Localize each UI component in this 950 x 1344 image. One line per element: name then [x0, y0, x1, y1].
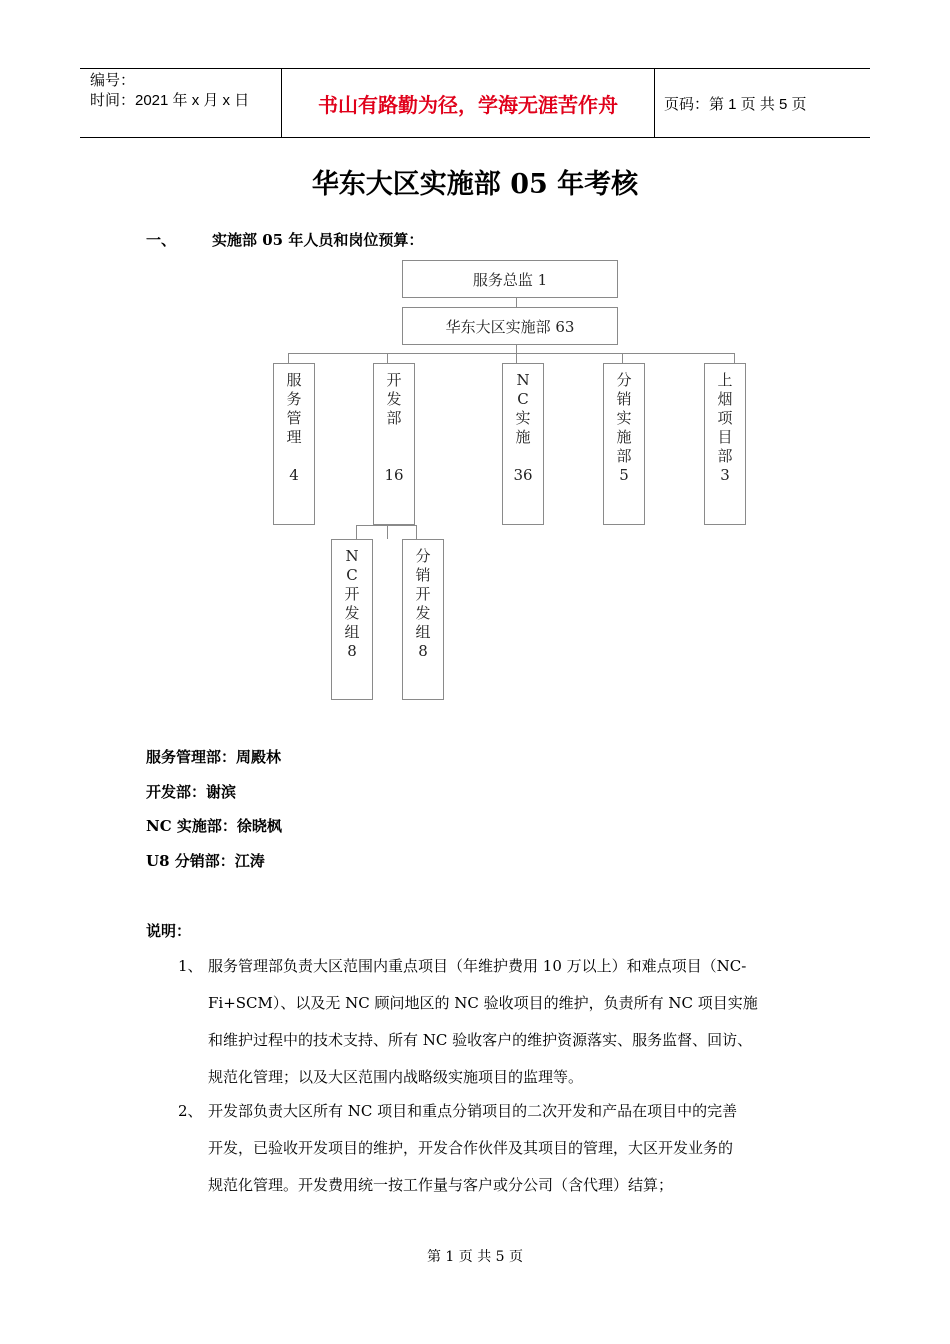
connector-line: [387, 353, 388, 363]
header-page-info: 页码：第 1 页 共 5 页: [664, 96, 807, 113]
head-line: U8 分销部：江涛: [146, 851, 265, 870]
org-box-second: 华东大区实施部 63: [402, 307, 618, 345]
note-number: 1、: [178, 957, 203, 975]
page-header: [80, 68, 870, 138]
connector-line: [356, 525, 357, 539]
section-heading: [146, 229, 423, 250]
connector-line: [387, 525, 388, 539]
org-box-subgroup: N C 开 发 组 8: [331, 539, 373, 700]
head-line: 开发部：谢滨: [146, 782, 237, 801]
notes-title: 说明：: [146, 922, 192, 940]
org-box-dept: 服 务 管 理 4: [273, 363, 315, 525]
org-box-dept: 上 烟 项 目 部 3: [704, 363, 746, 525]
note-line: 开发部负责大区所有 NC 项目和重点分销项目的二次开发和产品在项目中的完善: [208, 1102, 738, 1120]
org-box-dept: 分 销 实 施 部 5: [603, 363, 645, 525]
section-number: 一、: [146, 231, 177, 249]
page-footer: 第 1 页 共 5 页: [426, 1249, 524, 1265]
number-label: 编号：: [90, 72, 136, 89]
connector-line: [622, 353, 623, 363]
header-motto: 书山有路勤为径，学海无涯苦作舟: [318, 92, 618, 117]
connector-line: [734, 353, 735, 363]
page-title: 华东大区实施部 05 年考核: [311, 169, 639, 200]
header-divider: [654, 69, 655, 137]
connector-line: [288, 353, 289, 363]
note-line: 规范化管理；以及大区范围内战略级实施项目的监理等。: [208, 1068, 584, 1086]
connector-line: [416, 525, 417, 539]
head-line: NC 实施部：徐晓枫: [146, 817, 282, 835]
org-box-top: 服务总监 1: [402, 260, 618, 298]
connector-line: [288, 353, 735, 354]
note-line: 和维护过程中的技术支持、所有 NC 验收客户的维护资源落实、服务监督、回访、: [208, 1031, 753, 1049]
department-heads: [146, 745, 282, 883]
org-box-subgroup: 分 销 开 发 组 8: [402, 539, 444, 700]
note-number: 2、: [178, 1102, 203, 1120]
org-box-dept: 开 发 部 16: [373, 363, 415, 525]
header-meta: [90, 71, 249, 111]
note-paragraph: [178, 1093, 828, 1204]
time-label: 时间：2021 年 x 月 x 日: [90, 92, 250, 109]
connector-line: [356, 525, 416, 526]
note-line: 规范化管理。开发费用统一按工作量与客户或分公司（含代理）结算；: [208, 1176, 674, 1194]
head-line: 服务管理部：周殿林: [146, 748, 282, 766]
section-text: 实施部 05 年人员和岗位预算：: [212, 231, 424, 249]
note-line: 开发，已验收开发项目的维护，开发合作伙伴及其项目的管理，大区开发业务的: [208, 1139, 734, 1157]
note-line: 服务管理部负责大区范围内重点项目（年维护费用 10 万以上）和难点项目（NC-: [208, 957, 747, 975]
org-box-dept: N C 实 施 36: [502, 363, 544, 525]
note-paragraph: [178, 948, 828, 1096]
connector-line: [516, 353, 517, 363]
note-line: Fi+SCM）、以及无 NC 顾问地区的 NC 验收项目的维护，负责所有 NC 项目实施: [208, 994, 758, 1012]
